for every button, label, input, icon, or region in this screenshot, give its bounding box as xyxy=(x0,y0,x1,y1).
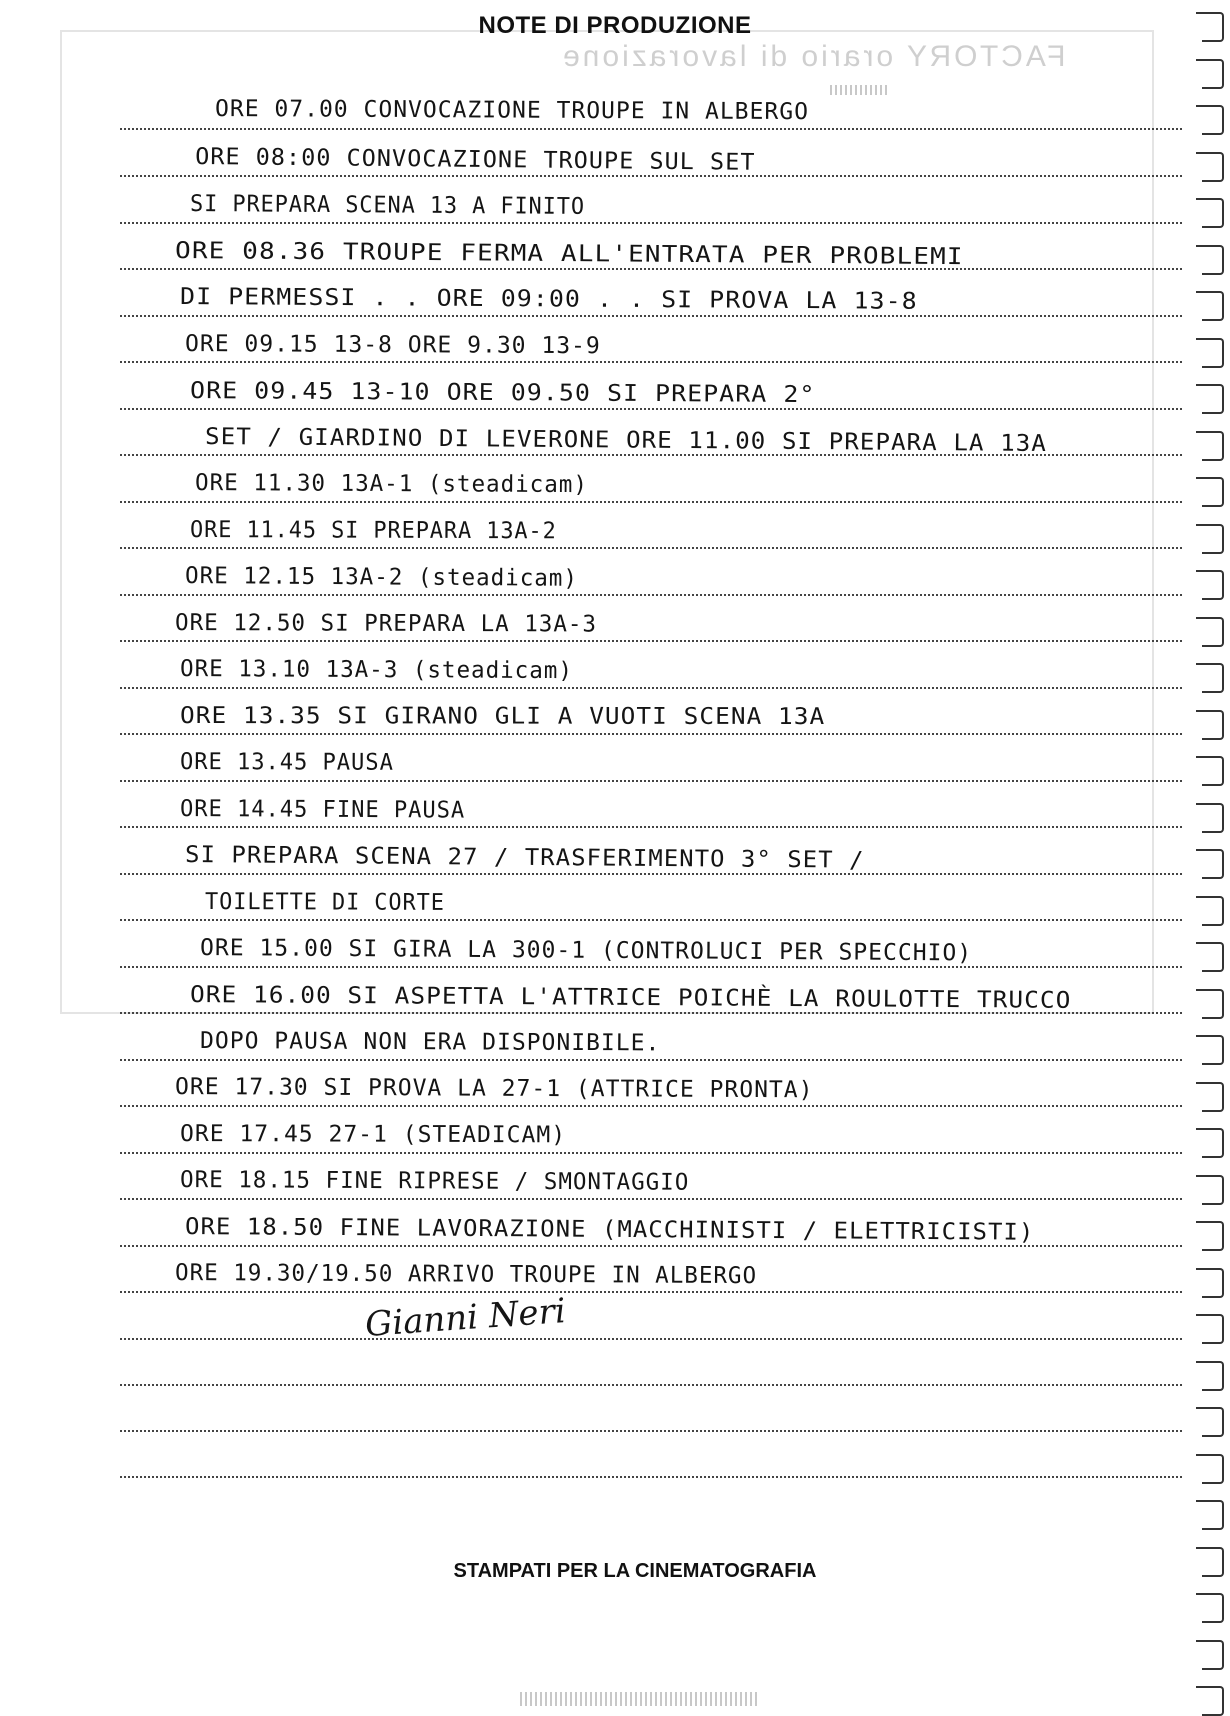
binding-ring xyxy=(1202,198,1224,228)
binding-ring xyxy=(1202,1314,1224,1344)
footer-text: STAMPATI PER LA CINEMATOGRAFIA xyxy=(453,1560,817,1582)
ruled-line xyxy=(120,640,1182,642)
ruled-line xyxy=(120,361,1182,363)
page-title: NOTE DI PRODUZIONE xyxy=(478,12,752,39)
binding-ring xyxy=(1202,338,1224,368)
scan-smudge xyxy=(830,85,890,95)
ruled-line xyxy=(120,1338,1182,1340)
binding-ring xyxy=(1202,1268,1224,1298)
handwritten-line: ORE 08:00 CONVOCAZIONE TROUPE SUL SET xyxy=(195,144,756,176)
binding-ring xyxy=(1202,1221,1224,1251)
binding-ring xyxy=(1202,896,1224,926)
ruled-line xyxy=(120,826,1182,828)
binding-ring xyxy=(1202,756,1224,786)
ruled-line xyxy=(120,1198,1182,1200)
handwritten-line: ORE 09.45 13-10 ORE 09.50 SI PREPARA 2° xyxy=(190,378,816,409)
ruled-line xyxy=(120,128,1182,130)
handwritten-line: ORE 16.00 SI ASPETTA L'ATTRICE POICHÈ LA ROULOTTE TRUCCO xyxy=(190,982,1072,1014)
ruled-line xyxy=(120,501,1182,503)
ruled-line xyxy=(120,1430,1182,1432)
binding-ring xyxy=(1202,1082,1224,1112)
signature: Gianni Neri xyxy=(363,1291,567,1345)
handwritten-line: ORE 11.45 SI PREPARA 13A-2 xyxy=(190,517,557,545)
handwritten-line: DOPO PAUSA NON ERA DISPONIBILE. xyxy=(200,1028,661,1057)
ruled-line xyxy=(120,547,1182,549)
ruled-line xyxy=(120,966,1182,968)
binding-ring xyxy=(1202,570,1224,600)
ruled-line xyxy=(120,919,1182,921)
binding-ring xyxy=(1202,1361,1224,1391)
binding-ring xyxy=(1202,710,1224,740)
ruled-line xyxy=(120,1059,1182,1061)
binding-ring xyxy=(1202,291,1224,321)
handwritten-line: ORE 08.36 TROUPE FERMA ALL'ENTRATA PER PROBLEMI xyxy=(175,238,964,271)
ruled-line xyxy=(120,733,1182,735)
handwritten-line: ORE 14.45 FINE PAUSA xyxy=(180,796,466,824)
spiral-binding xyxy=(1198,0,1230,1712)
ruled-line xyxy=(120,873,1182,875)
scan-smudge xyxy=(520,1692,760,1706)
ruled-line xyxy=(120,175,1182,177)
binding-ring xyxy=(1202,245,1224,275)
ruled-line xyxy=(120,1476,1182,1478)
binding-ring xyxy=(1202,1547,1224,1577)
binding-ring xyxy=(1202,1128,1224,1158)
handwritten-line: ORE 09.15 13-8 ORE 9.30 13-9 xyxy=(185,331,601,360)
handwritten-line: ORE 17.30 SI PROVA LA 27-1 (ATTRICE PRONTA) xyxy=(175,1074,814,1104)
handwritten-line: ORE 13.35 SI GIRANO GLI A VUOTI SCENA 13A xyxy=(180,703,826,731)
handwritten-line: ORE 12.50 SI PREPARA LA 13A-3 xyxy=(175,610,598,638)
binding-ring xyxy=(1202,1035,1224,1065)
handwritten-line: DI PERMESSI . . ORE 09:00 . . SI PROVA LA 13-8 xyxy=(180,284,918,315)
binding-ring xyxy=(1202,59,1224,89)
ruled-line xyxy=(120,315,1182,317)
binding-ring xyxy=(1202,152,1224,182)
binding-ring xyxy=(1202,663,1224,693)
ruled-line xyxy=(120,1152,1182,1154)
handwritten-line: SI PREPARA SCENA 27 / TRASFERIMENTO 3° SET / xyxy=(185,842,865,874)
bleed-through-text: FACTORY orario di lavorazione xyxy=(560,40,1066,73)
handwritten-line: ORE 12.15 13A-2 (steadicam) xyxy=(185,563,579,592)
ruled-line xyxy=(120,1384,1182,1386)
ruled-line xyxy=(120,222,1182,224)
binding-ring xyxy=(1202,12,1224,42)
ruled-line xyxy=(120,268,1182,270)
handwritten-line: ORE 18.50 FINE LAVORAZIONE (MACCHINISTI / ELETTRICISTI) xyxy=(185,1214,1035,1246)
binding-ring xyxy=(1202,1454,1224,1484)
binding-ring xyxy=(1202,524,1224,554)
handwritten-line: ORE 18.15 FINE RIPRESE / SMONTAGGIO xyxy=(180,1167,690,1196)
handwritten-line: SET / GIARDINO DI LEVERONE ORE 11.00 SI PREPARA LA 13A xyxy=(205,424,1048,457)
handwritten-line: ORE 17.45 27-1 (STEADICAM) xyxy=(180,1121,567,1149)
handwritten-line: ORE 11.30 13A-1 (steadicam) xyxy=(195,470,588,499)
ruled-line xyxy=(120,780,1182,782)
binding-ring xyxy=(1202,1593,1224,1623)
handwritten-line: ORE 19.30/19.50 ARRIVO TROUPE IN ALBERGO xyxy=(175,1260,758,1290)
binding-ring xyxy=(1202,1175,1224,1205)
ruled-line xyxy=(120,408,1182,410)
binding-ring xyxy=(1202,942,1224,972)
binding-ring xyxy=(1202,105,1224,135)
binding-ring xyxy=(1202,803,1224,833)
handwritten-line: SI PREPARA SCENA 13 A FINITO xyxy=(190,191,586,220)
ruled-line xyxy=(120,594,1182,596)
handwritten-line: ORE 13.45 PAUSA xyxy=(180,749,394,776)
handwritten-line: ORE 13.10 13A-3 (steadicam) xyxy=(180,656,573,685)
binding-ring xyxy=(1202,431,1224,461)
binding-ring xyxy=(1202,384,1224,414)
binding-ring xyxy=(1202,1640,1224,1670)
binding-ring xyxy=(1202,849,1224,879)
ruled-line xyxy=(120,1291,1182,1293)
ruled-line xyxy=(120,687,1182,689)
handwritten-line: ORE 07.00 CONVOCAZIONE TROUPE IN ALBERGO xyxy=(215,96,810,126)
handwritten-line: ORE 15.00 SI GIRA LA 300-1 (CONTROLUCI PER SPECCHIO) xyxy=(200,935,973,967)
binding-ring xyxy=(1202,617,1224,647)
binding-ring xyxy=(1202,989,1224,1019)
binding-ring xyxy=(1202,1500,1224,1530)
ruled-line xyxy=(120,1105,1182,1107)
binding-ring xyxy=(1202,477,1224,507)
handwritten-line: TOILETTE DI CORTE xyxy=(205,889,445,916)
binding-ring xyxy=(1202,1407,1224,1437)
